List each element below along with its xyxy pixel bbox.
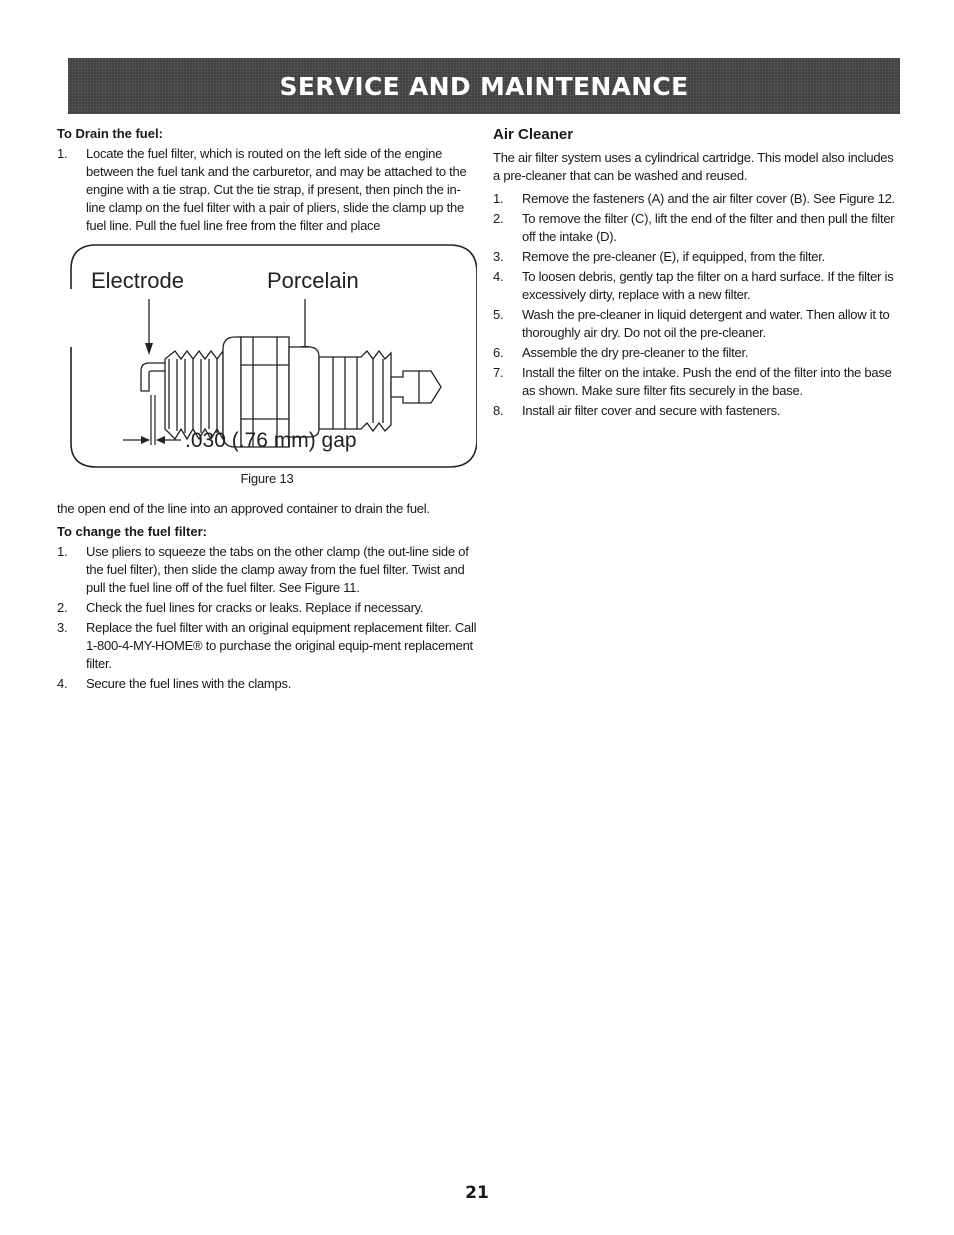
step-text: Install the filter on the intake. Push the end of the filter into the base as shown. Make sure filter fits securely in the base. — [522, 365, 892, 398]
drain-fuel-continuation: the open end of the line into an approved container to drain the fuel. — [57, 501, 430, 516]
right-column — [493, 125, 898, 422]
section-title: SERVICE AND MAINTENANCE — [279, 71, 689, 101]
step-text: To remove the filter (C), lift the end of the filter and then pull the filter off the intake (D). — [522, 211, 895, 244]
terminal — [391, 371, 441, 403]
step-text: Wash the pre-cleaner in liquid detergent and water. Then allow it to thoroughly air dry. Do not oil the pre-cleaner. — [522, 307, 890, 340]
step-text: Replace the fuel filter with an original equipment replacement filter. Call 1-800-4-MY-HOME® to purchase the original equip-ment replacement filter. — [86, 620, 477, 671]
left-column — [57, 125, 477, 695]
step-text: Secure the fuel lines with the clamps. — [86, 676, 292, 691]
gap-arrow-right-head — [156, 436, 165, 444]
step-number: 3. — [57, 620, 68, 635]
spark-plug-diagram — [57, 239, 477, 471]
step-text: Install air filter cover and secure with fasteners. — [522, 403, 781, 418]
drain-fuel-steps — [57, 145, 477, 235]
list-item — [493, 344, 898, 362]
step-text: Assemble the dry pre-cleaner to the filter. — [522, 345, 749, 360]
change-filter-steps — [57, 543, 477, 693]
step-text: Remove the fasteners (A) and the air filter cover (B). See Figure 12. — [522, 191, 895, 206]
gap-arrow-left-head — [141, 436, 150, 444]
step-number: 2. — [57, 600, 68, 615]
ground-electrode — [141, 363, 167, 391]
list-item — [493, 364, 898, 400]
electrode-arrow-head — [145, 343, 153, 355]
list-item — [57, 543, 477, 597]
step-text: Locate the fuel filter, which is routed on the left side of the engine between the fuel tank and the carburetor, and may be attached to the engine with a tie strap. Cut the tie strap, if present, then pinch the in-line clamp on the fuel filter with a pair of pliers, slide the clamp up the fuel line. Pull the fuel line free from the filter and place — [86, 146, 467, 233]
step-text: Check the fuel lines for cracks or leaks. Replace if necessary. — [86, 600, 424, 615]
porcelain-shoulder — [289, 347, 319, 437]
change-filter-heading: To change the fuel filter: — [57, 524, 207, 539]
figure-frame-corner — [71, 245, 93, 289]
step-number: 4. — [493, 269, 504, 284]
step-number: 6. — [493, 345, 504, 360]
porcelain-insulator — [319, 351, 391, 431]
list-item — [493, 210, 898, 246]
list-item — [493, 190, 898, 208]
step-number: 8. — [493, 403, 504, 418]
list-item — [57, 145, 477, 235]
step-number: 5. — [493, 307, 504, 322]
step-text: Remove the pre-cleaner (E), if equipped, from the filter. — [522, 249, 825, 264]
porcelain-label: Porcelain — [267, 268, 359, 293]
air-cleaner-heading: Air Cleaner — [493, 126, 574, 143]
step-text: Use pliers to squeeze the tabs on the other clamp (the out-line side of the fuel filter), then slide the clamp away from the fuel filter. Twist and pull the fuel line off of the fuel filter. See Figure 11. — [86, 544, 469, 595]
list-item — [493, 306, 898, 342]
gap-label: .030 (.76 mm) gap — [185, 429, 357, 452]
list-item — [493, 402, 898, 420]
list-item — [57, 675, 477, 693]
spark-plug-figure — [57, 239, 477, 471]
step-number: 1. — [493, 191, 504, 206]
drain-fuel-heading: To Drain the fuel: — [57, 126, 163, 141]
list-item — [493, 268, 898, 304]
step-number: 1. — [57, 544, 68, 559]
step-text: To loosen debris, gently tap the filter on a hard surface. If the filter is excessively dirty, replace with a new filter. — [522, 269, 894, 302]
figure-caption: Figure 13 — [240, 471, 294, 486]
step-number: 3. — [493, 249, 504, 264]
page-number: 21 — [465, 1183, 489, 1203]
air-cleaner-intro: The air filter system uses a cylindrical cartridge. This model also includes a pre-cleaner that can be washed and reused. — [493, 150, 894, 183]
step-number: 4. — [57, 676, 68, 691]
section-banner — [68, 58, 900, 114]
list-item — [57, 619, 477, 673]
plug-thread — [165, 351, 223, 439]
list-item — [493, 248, 898, 266]
air-cleaner-steps — [493, 190, 898, 420]
step-number: 2. — [493, 211, 504, 226]
list-item — [57, 599, 477, 617]
step-number: 1. — [57, 146, 68, 161]
step-number: 7. — [493, 365, 504, 380]
electrode-label: Electrode — [91, 268, 184, 293]
